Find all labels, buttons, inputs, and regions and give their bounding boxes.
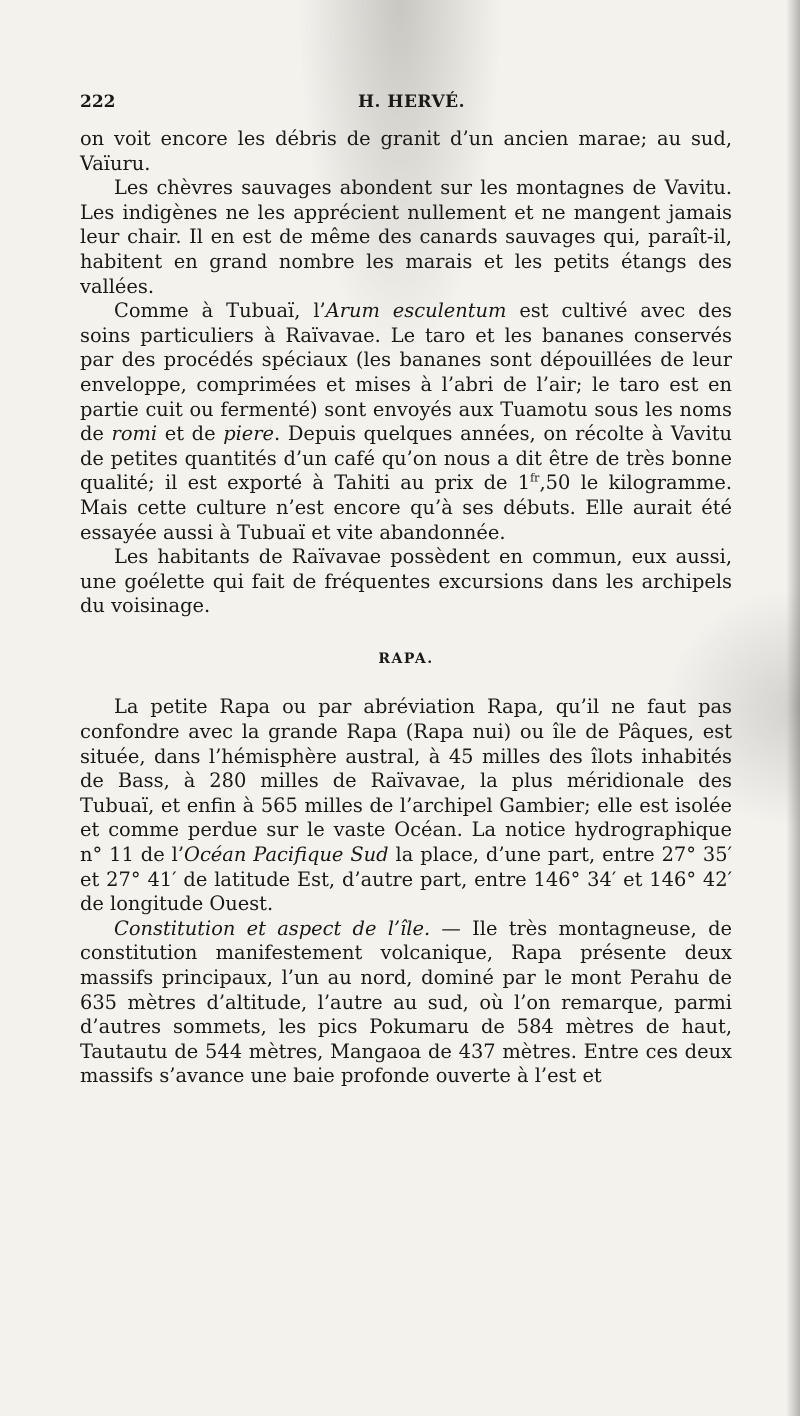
paragraph-2: Les chèvres sauvages abondent sur les montagnes de Vavitu. Les indigènes ne les apprécient nullement et ne mangent jamais leur chair. Il en est de même des canards sauvages qui, paraît-il, habitent en grand nombre les marais et les petits étangs des vallées. — [80, 176, 732, 298]
text-run: ,50 le kilogramme. Mais cette culture n’est encore qu’à ses débuts. Elle aurait été essayée aussi à Tubuaï et vite abandonnée. — [80, 471, 732, 544]
italic-term: Océan Pacifique Sud — [184, 843, 389, 867]
text-run: est cultivé avec des soins particuliers à Raïvavae. Le taro et les bananes conservés par des procédés spéciaux (les bananes sont dépouillées de leur enveloppe, comprimées et mises à l’abri de l’air; le taro est en partie cuit ou fermenté) sont envoyés aux Tuamotu sous les noms de — [80, 299, 732, 446]
text-run: . Depuis quelques années, on récolte à Vavitu de petites quantités d’un café qu’on nous a dit être de très bonne qualité; il est exporté à Tahiti au prix de 1 — [80, 422, 732, 495]
text-run: La petite Rapa ou par abréviation Rapa, qu’il ne faut pas confondre avec la grande Rapa (Rapa nui) ou île de Pâques, est située, dans l’hémisphère austral, à 45 milles des îlots inhabités de Bass, à 280 milles de Raïvavae, la plus méridionale des Tubuaï, et enfin à 565 milles de l’archipel Gambier; elle est isolée et comme perdue sur le vaste Océan. La notice hydrographique n° 11 de l’ — [80, 695, 732, 867]
italic-term: Arum esculentum — [325, 299, 507, 323]
paragraph-6 — [80, 917, 732, 1089]
text-run: — Ile très montagneuse, de constitution manifestement volcanique, Rapa présente deux massifs principaux, l’un au nord, dominé par le mont Perahu de 635 mètres d’altitude, l’autre au sud, où l’on remarque, parmi d’autres sommets, les pics Pokumaru de 584 mètres de haut, Tautautu de 544 mètres, Mangaoa de 437 mètres. Entre ces deux massifs s’avance une baie profonde ouverte à l’est et — [80, 916, 732, 1088]
paragraph-3 — [80, 299, 732, 545]
italic-term: romi — [111, 422, 158, 446]
page-header — [80, 92, 732, 116]
section-title: RAPA. — [378, 650, 434, 667]
italic-term: piere — [223, 422, 275, 446]
superscript: fr — [530, 471, 540, 485]
text-run: et de — [157, 422, 224, 446]
paragraph-1: on voit encore les débris de granit d’un ancien marae; au sud, Vaïuru. — [80, 127, 732, 175]
paragraph-5 — [80, 695, 732, 916]
page-edge-shadow — [786, 0, 800, 1416]
text-run: Comme à Tubuaï, l’ — [114, 299, 326, 323]
paragraph-4: Les habitants de Raïvavae possèdent en commun, eux aussi, une goélette qui fait de fréquentes excursions dans les archipels du voisinage. — [80, 545, 732, 618]
page-number: 222 — [80, 92, 116, 112]
running-head: H. HERVÉ. — [358, 92, 466, 112]
italic-subheading: Constitution et aspect de l’île. — [114, 916, 431, 940]
body-text — [80, 127, 732, 1089]
text-run: la place, d’une part, entre 27° 35′ et 27° 41′ de latitude Est, d’autre part, entre 146° 34′ et 146° 42′ de longitude Ouest. — [80, 843, 733, 916]
